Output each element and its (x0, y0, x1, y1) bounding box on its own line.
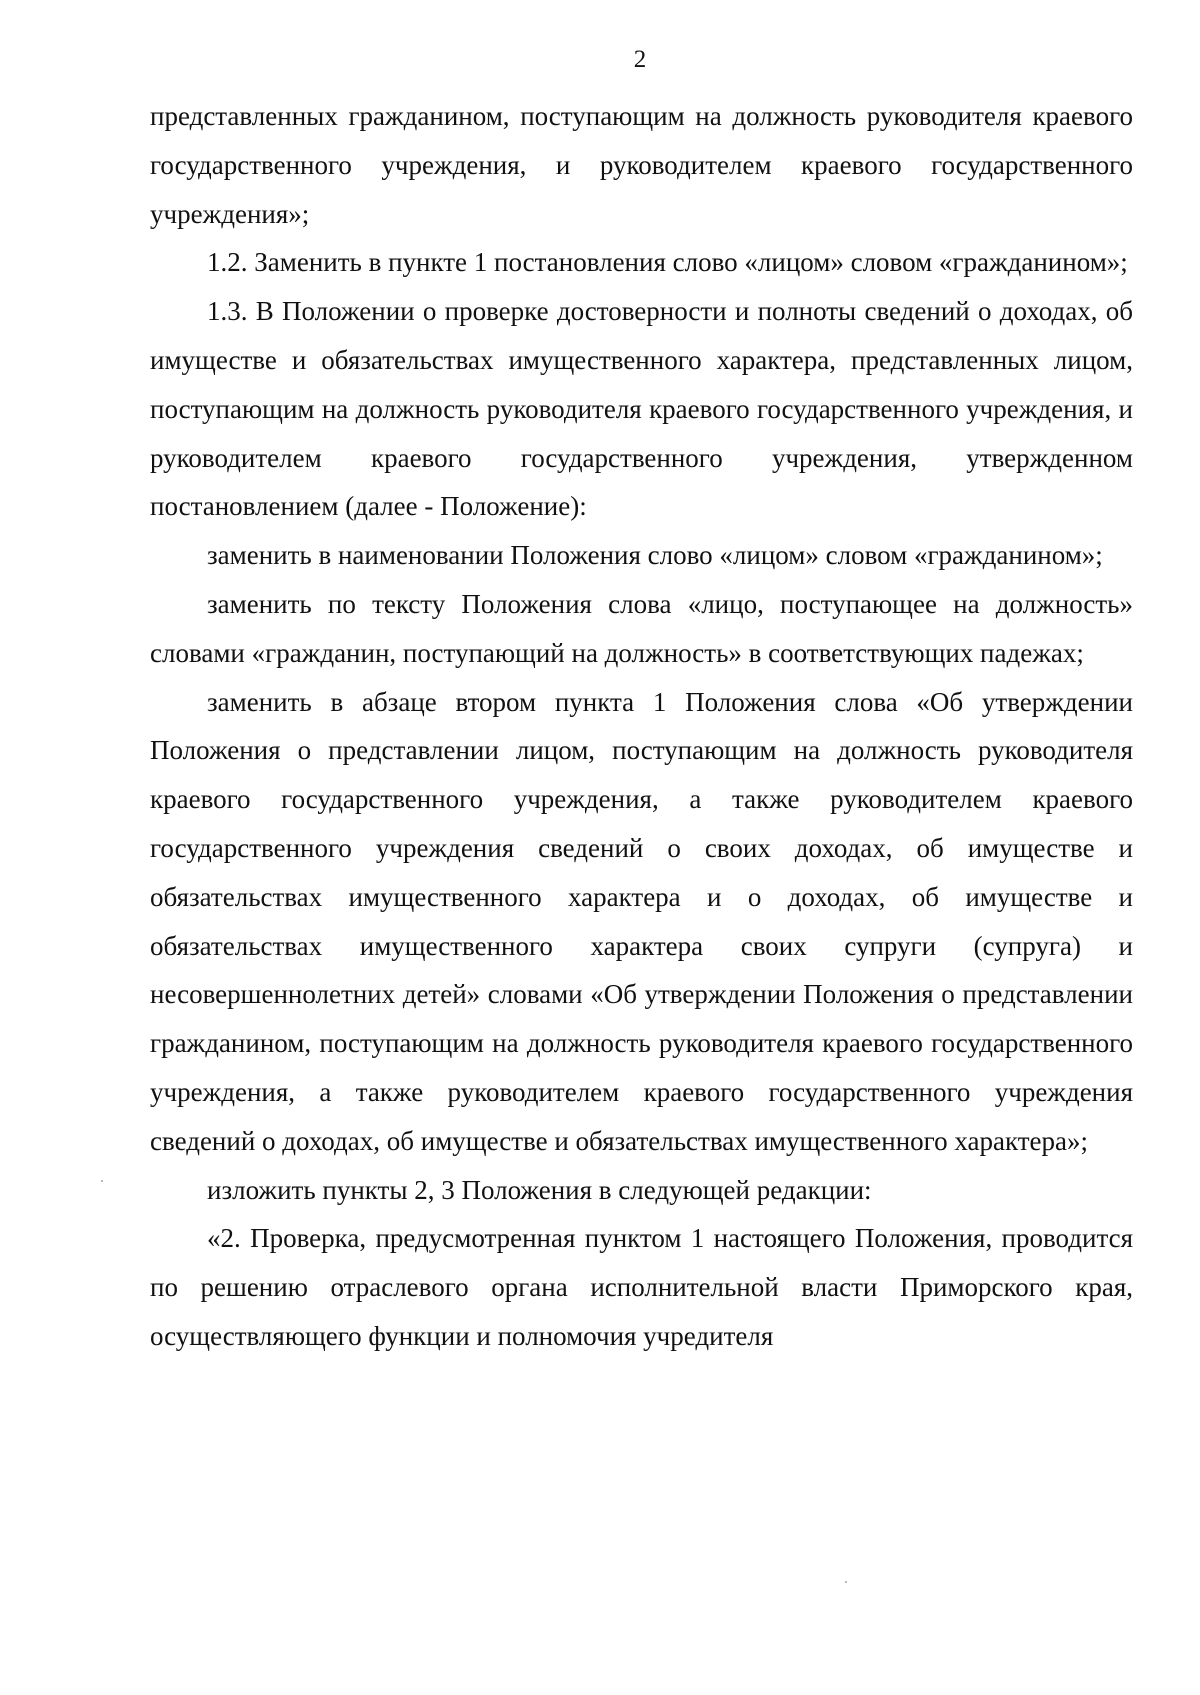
paragraph: заменить в наименовании Положения слово «лицом» словом «гражданином»; (207, 540, 1103, 571)
page-number: 2 (633, 46, 647, 73)
paragraph: «2. Проверка, предусмотренная пунктом 1 настоящего Положения, проводится по решению отраслевого органа исполнительной власти Приморского края, осуществляющего функции и полномочия учредителя (150, 1223, 1133, 1351)
scan-speck (845, 1581, 847, 1583)
paragraph: 1.3. В Положении о проверке достоверности и полноты сведений о доходах, об имуществе и обязательствах имущественного характера, представленных лицом, поступающим на должность руководителя краевого государственного учреждения, и руководителем краевого государственного учреждения, утвержденном постановлением (далее - Положение): (150, 296, 1133, 522)
paragraph: заменить в абзаце втором пункта 1 Положения слова «Об утверждении Положения о представлении лицом, поступающим на должность руководителя краевого государственного учреждения, а также руководителем краевого государственного учреждения сведений о своих доходах, об имуществе и обязательствах имущественного характера и о доходах, об имуществе и обязательствах имущественного характера своих супруги (супруга) и несовершеннолетних детей» словами «Об утверждении Положения о представлении гражданином, поступающим на должность руководителя краевого государственного учреждения, а также руководителем краевого государственного учреждения сведений о доходах, об имуществе и обязательствах имущественного характера»; (150, 686, 1133, 1156)
paragraph: заменить по тексту Положения слова «лицо, поступающее на должность» словами «гражданин, поступающий на должность» в соответствующих падежах; (150, 588, 1133, 668)
scan-speck (101, 1180, 103, 1182)
paragraph: представленных гражданином, поступающим на должность руководителя краевого государственного учреждения, и руководителем краевого государственного учреждения»; (150, 101, 1133, 229)
paragraph: изложить пункты 2, 3 Положения в следующей редакции: (207, 1174, 872, 1205)
paragraph: 1.2. Заменить в пункте 1 постановления слово «лицом» словом «гражданином»; (207, 247, 1128, 278)
document-body (150, 92, 1133, 1361)
